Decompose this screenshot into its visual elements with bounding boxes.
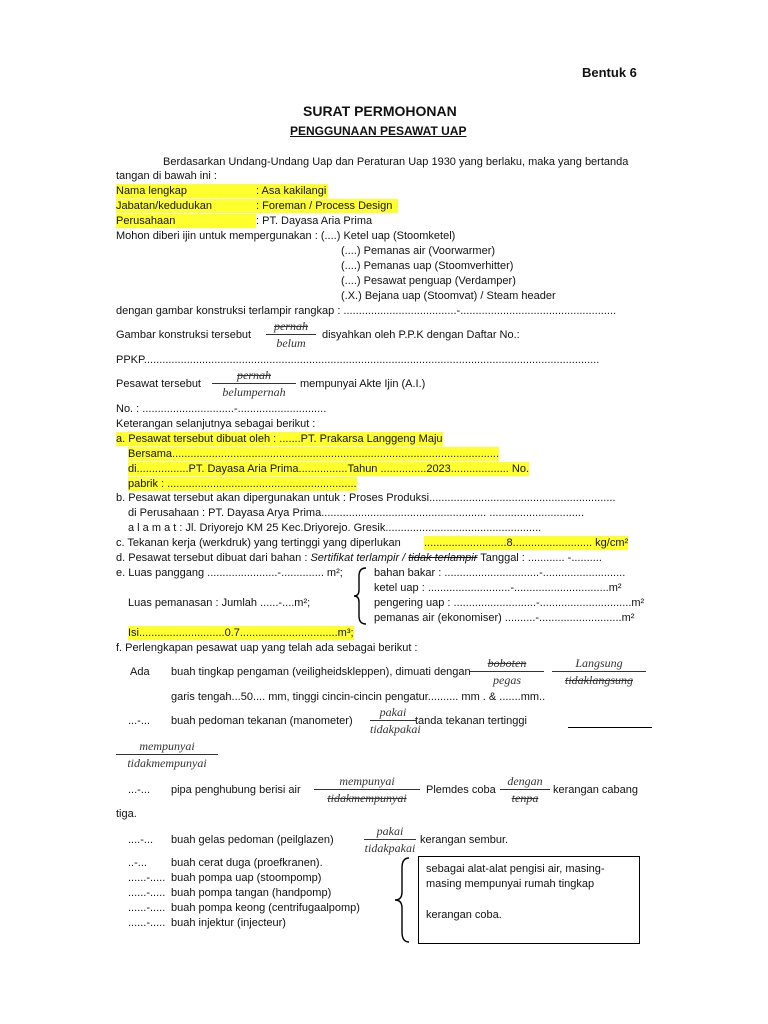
pump-qty: ......-..... xyxy=(128,887,166,899)
akte-text-2: mempunyai Akte Ijin (A.I.) xyxy=(300,378,426,390)
document-subtitle: PENGGUNAAN PESAWAT UAP xyxy=(290,124,467,138)
permit-option: (....) Pemanas air (Voorwarmer) xyxy=(341,245,496,257)
item-b-usage: b. Pesawat tersebut akan dipergunakan untuk : Proses Produksi............................................................. xyxy=(116,492,616,504)
note-text: masing mempunyai rumah tingkap xyxy=(426,878,595,890)
approval-text-2: disyahkan oleh P.P.K dengan Daftar No.: xyxy=(322,329,520,341)
permit-lead: Mohon diberi ijin untuk mempergunakan : (....) Ketel uap (Stoomketel) xyxy=(116,230,456,242)
pump-item: buah cerat duga (proefkranen). xyxy=(171,857,323,869)
drawing-line: dengan gambar konstruksi terlampir rangkap : .....................................-................................................... xyxy=(116,305,617,317)
f3-qty: ...-... xyxy=(128,784,150,796)
f2-manometer: buah pedoman tekanan (manometer) xyxy=(171,715,353,727)
note-text: kerangan coba. xyxy=(426,909,502,921)
identity-company-label: Perusahaan xyxy=(116,214,256,228)
item-e-dryer: pengering uap : ...........................-..............................m² xyxy=(374,597,645,609)
number-line: No. : ..............................-............................. xyxy=(116,403,327,415)
f2-blank-line xyxy=(568,727,652,728)
f2-have-fraction: mempunyai tidakmempunyai xyxy=(116,739,218,773)
f1-diameter: garis tengah...50.... mm, tinggi cincin-cincin pengatur.......... mm . & .......mm.. xyxy=(171,691,546,703)
keterangan-heading: Keterangan selanjutnya sebagai berikut : xyxy=(116,418,316,430)
intro-text-2: tangan di bawah ini : xyxy=(116,170,217,182)
f3-test-plug: Plemdes coba xyxy=(426,784,496,796)
item-a-factory: pabrik : .............................................................. xyxy=(128,478,357,490)
pump-qty: ......-..... xyxy=(128,872,166,884)
identity-position-value: : Foreman / Process Design xyxy=(256,199,398,213)
identity-position-label: Jabatan/kedudukan xyxy=(116,199,256,213)
curly-brace-icon xyxy=(392,856,412,944)
item-f-heading: f. Perlengkapan pesawat uap yang telah ada sebagai berikut : xyxy=(116,642,418,654)
f4-qty: ....-... xyxy=(128,834,154,846)
akte-fraction: pernah belumpernah xyxy=(212,368,296,402)
permit-option: (.X.) Bejana uap (Stoomvat) / Steam header xyxy=(341,290,556,302)
f1-direct-fraction: Langsung tidaklangsung xyxy=(552,656,646,690)
akte-text: Pesawat tersebut xyxy=(116,378,201,390)
permit-option: (....) Pesawat penguap (Verdamper) xyxy=(341,275,516,287)
curly-brace-icon xyxy=(352,566,368,626)
permit-option: (....) Pemanas uap (Stoomverhitter) xyxy=(341,260,514,272)
approval-text: Gambar konstruksi tersebut xyxy=(116,329,252,341)
f1-qty: Ada xyxy=(130,666,150,678)
pump-qty: ......-..... xyxy=(128,917,166,929)
item-e-economiser: pemanas air (ekonomiser) ..........-...........................m² xyxy=(374,612,635,624)
f4-blowoff-valve: kerangan sembur. xyxy=(420,834,509,846)
form-number: Bentuk 6 xyxy=(582,65,637,80)
f2-max-mark: tanda tekanan tertinggi xyxy=(415,715,527,727)
f3-branch-valve: kerangan cabang xyxy=(553,784,639,796)
item-e-boiler: ketel uap : ...........................-...............................m² xyxy=(374,582,622,594)
f2-use-fraction: pakai tidakpakai xyxy=(370,705,421,736)
f3-three: tiga. xyxy=(116,808,137,820)
item-b-address: a l a m a t : Jl. Driyorejo KM 25 Kec.Driyorejo. Gresik................................................... xyxy=(128,522,542,534)
item-c-pressure-value: ...........................8.......................... kg/cm² xyxy=(424,537,629,549)
identity-name-value: : Asa kakilangi xyxy=(256,185,327,197)
f1-safety-valve: buah tingkap pengaman (veiligheidskleppen), dimuati dengan xyxy=(171,666,471,678)
item-c-pressure: c. Tekanan kerja (werkdruk) yang tertinggi yang diperlukan xyxy=(116,537,401,549)
f4-use-fraction: pakai tidakpakai xyxy=(364,824,416,855)
pump-item: buah injektur (injecteur) xyxy=(171,917,286,929)
document-title: SURAT PERMOHONAN xyxy=(303,103,457,119)
pump-item: buah pompa uap (stoompomp) xyxy=(171,872,322,884)
f3-have-fraction: mempunyai tidakmempunyai xyxy=(314,774,420,808)
item-b-company: di Perusahaan : PT. Dayasa Arya Prima...................................................... ............................... xyxy=(128,507,585,519)
item-e-heating-area: Luas pemanasan : Jumlah ......-....m²; xyxy=(128,597,311,609)
approval-fraction: pernah belum xyxy=(266,319,316,353)
ppkp-line: PPKP..................................................................................................................................................... xyxy=(116,354,600,366)
item-e-fuel: bahan bakar : ...............................-........................... xyxy=(374,567,626,579)
item-a-together: Bersama........................................................................................................... xyxy=(128,448,500,460)
item-d-material: d. Pesawat tersebut dibuat dari bahan : Sertifikat terlampir / tidak terlampir Tanggal : ............ -.......... xyxy=(116,552,602,564)
item-a-location-year: di.................PT. Dayasa Aria Prima................Tahun ...............2023................... No. xyxy=(128,463,530,475)
note-text: sebagai alat-alat pengisi air, masing- xyxy=(426,863,605,875)
f2-qty: ...-... xyxy=(128,715,150,727)
item-a-manufacturer: a. Pesawat tersebut dibuat oleh : .......PT. Prakarsa Langgeng Maju xyxy=(116,433,443,445)
f4-gauge-glass: buah gelas pedoman (peilglazen) xyxy=(171,834,334,846)
identity-name-label: Nama lengkap xyxy=(116,184,256,198)
identity-company-value: : PT. Dayasa Aria Prima xyxy=(256,215,373,227)
f3-water-pipe: pipa penghubung berisi air xyxy=(171,784,301,796)
item-e-grate-area: e. Luas panggang .......................-.............. m²; xyxy=(116,567,343,579)
pump-qty: ..-... xyxy=(128,857,147,869)
pump-item: buah pompa keong (centrifugaalpomp) xyxy=(171,902,360,914)
pump-qty: ......-..... xyxy=(128,902,166,914)
pump-item: buah pompa tangan (handpomp) xyxy=(171,887,332,899)
f1-load-fraction: boboten pegas xyxy=(470,656,544,690)
intro-text: Berdasarkan Undang-Undang Uap dan Peraturan Uap 1930 yang berlaku, maka yang bertanda xyxy=(163,156,629,168)
f3-with-fraction: dengan tenpa xyxy=(500,774,550,808)
item-e-volume: Isi............................0.7................................m³; xyxy=(128,627,354,639)
